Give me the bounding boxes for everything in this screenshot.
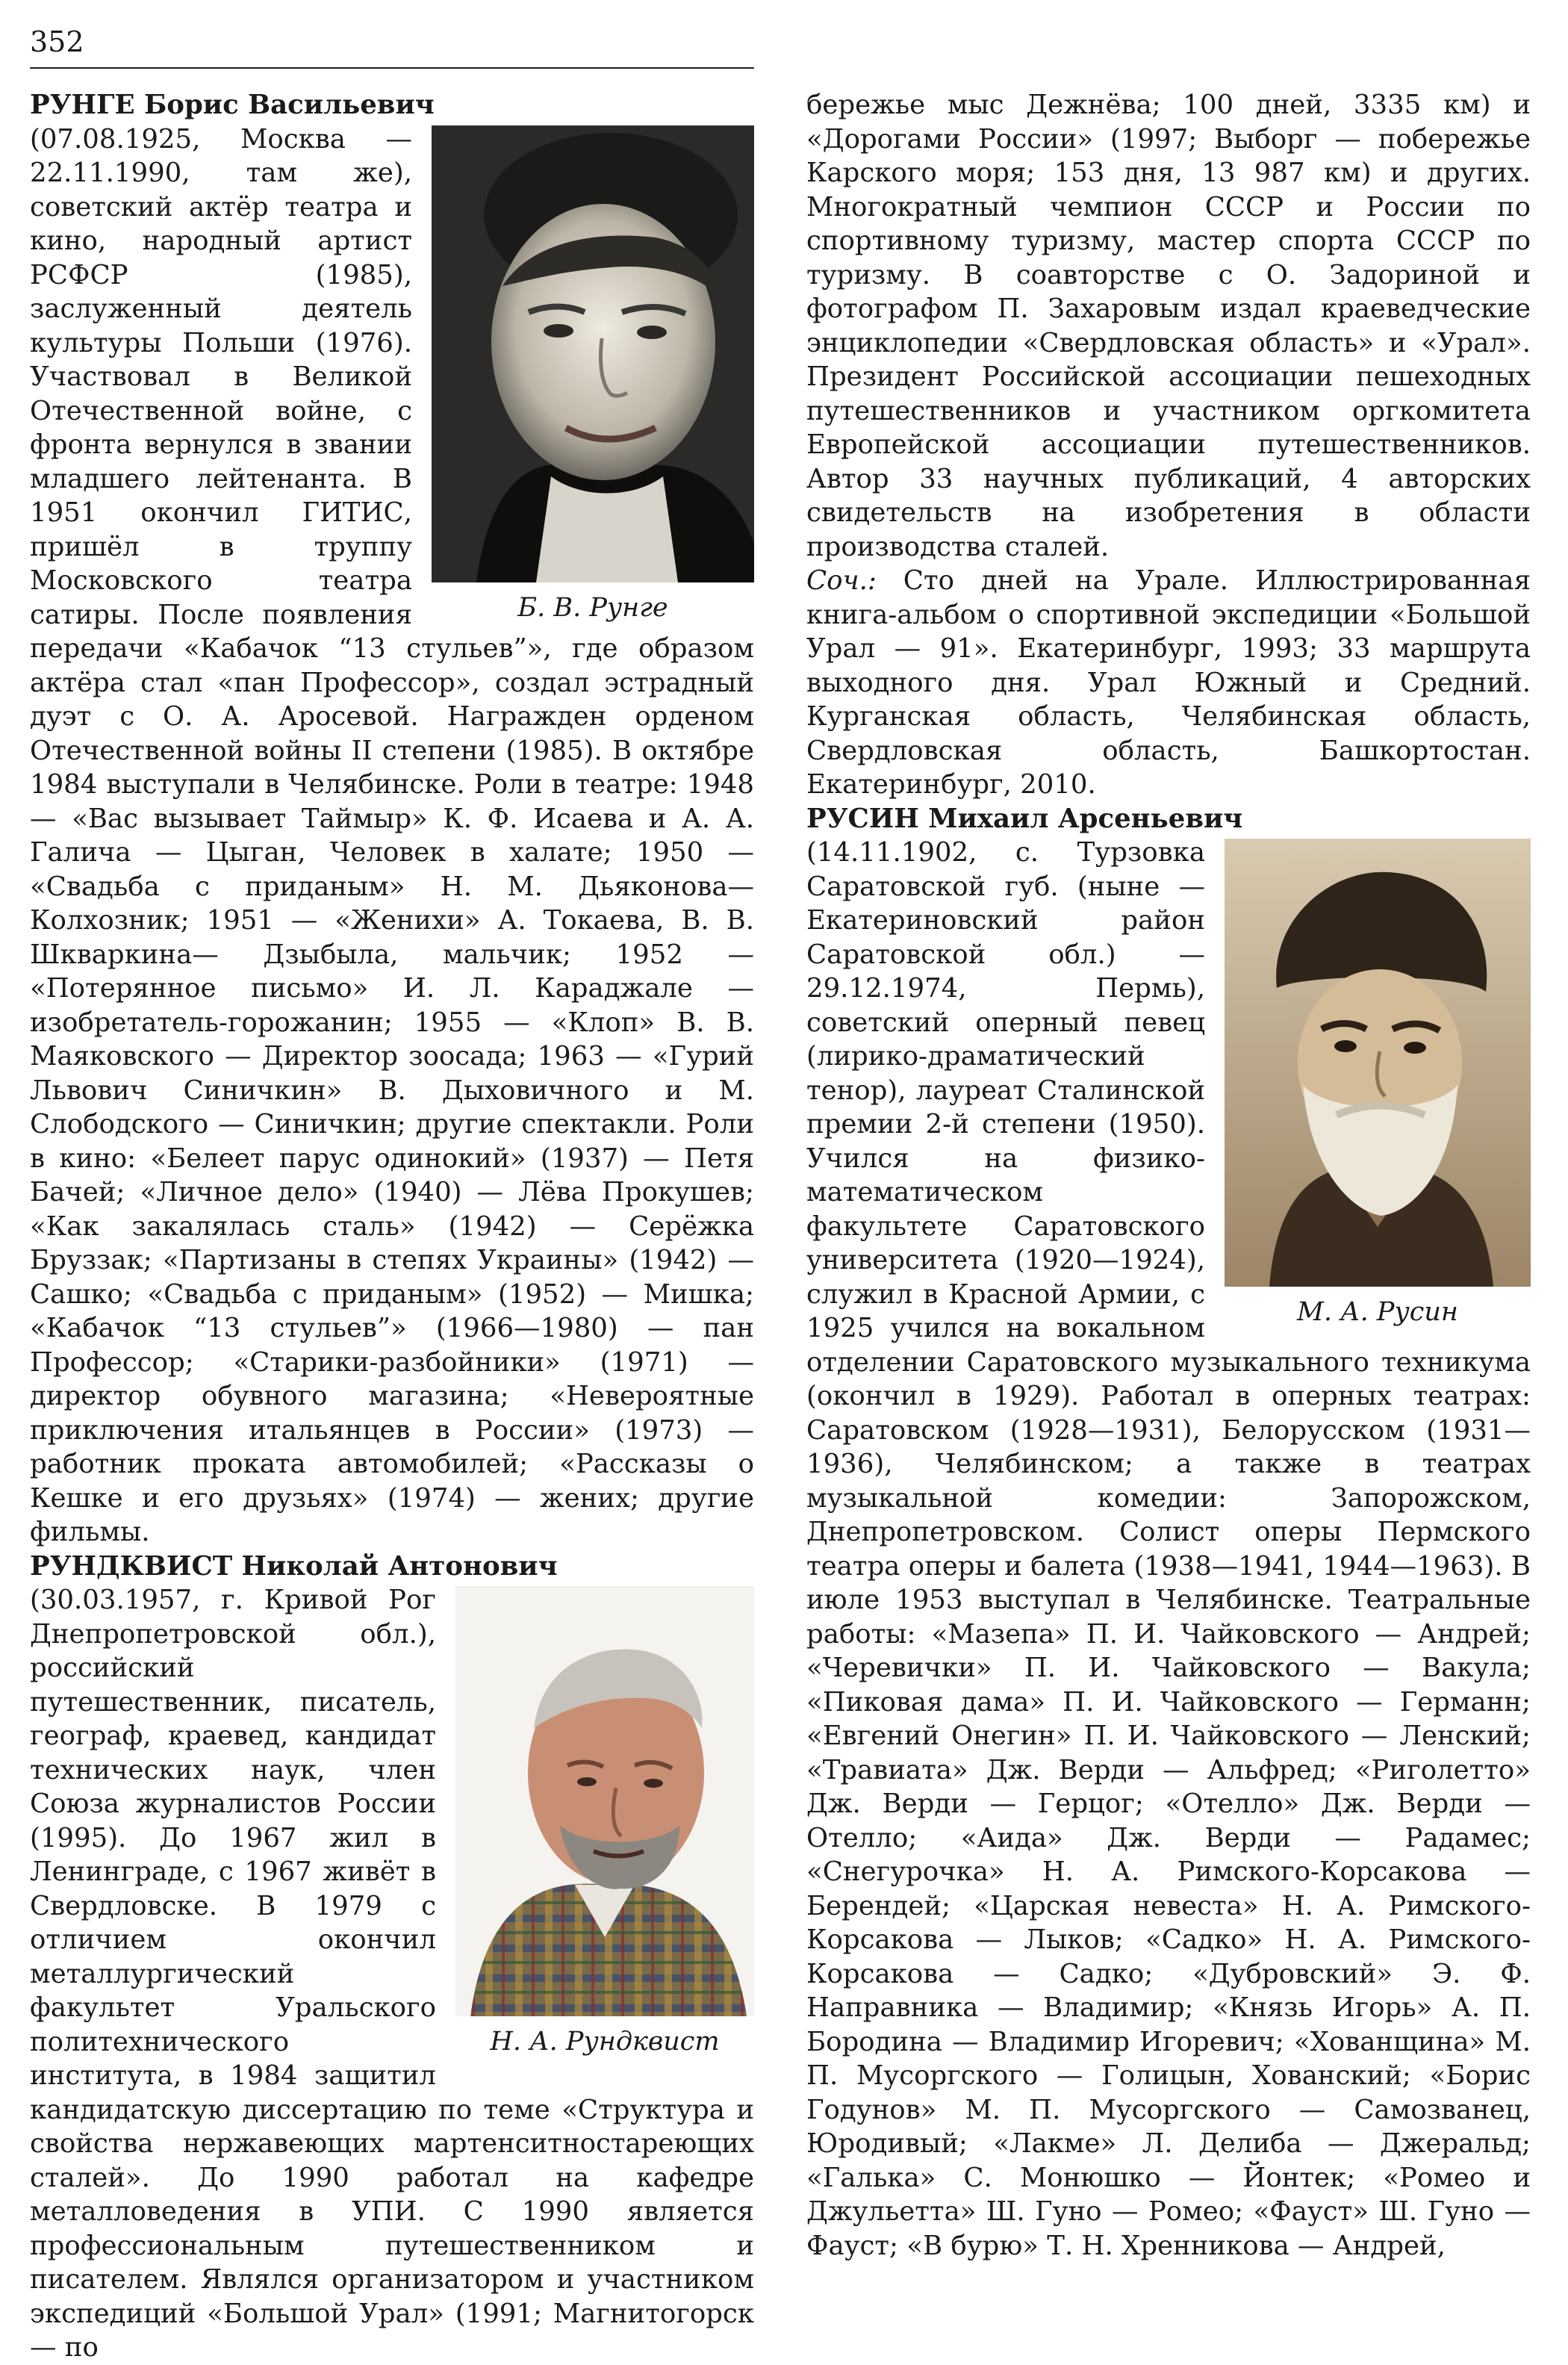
- entry-text: бережье мыс Дежнёва; 100 дней, 3335 км) и «Дорогами России» (1997; Выборг — побережье Карского моря; 153 дня, 13 987 км) и других. Многократный чемпион СССР и России по спортивному туризму, мастер спорта СССР по туризму. В соавторстве с О. Задориной и фотографом П. Захаровым издал краеведческие энциклопедии «Свердловская область» и «Урал». Президент Российской ассоциации пешеходных путешественников и участником оргкомитета Европейской ассоциации путешественников. Автор 33 научных публикаций, 4 авторских свидетельств на изобретения в области производства сталей.: [806, 90, 1531, 562]
- portrait-image: [455, 1586, 754, 2016]
- photo-caption: Н. А. Рундквист: [490, 2027, 720, 2057]
- works-label: Соч.:: [806, 565, 877, 596]
- right-column: [806, 88, 1531, 2263]
- entry-text: (14.11.1902, с. Турзовка Саратовской губ. (ныне — Екатериновский район Саратовской обл.) — 29.12.1974, Пермь), советский оперный певец (лирико-драматический тенор), лауреат Сталинской премии 2-й степени (1950). Учился на физико-математическом факультете Саратовского университета (1920—1924), служил в Красной Армии, с 1925 учился на вокальном отделении Саратовского музыкального техникума (окончил в 1929). Работал в оперных театрах: Саратовском (1928—1931), Белорусском (1931—1936), Челябинском; а также в театрах музыкальной комедии: Запорожском, Днепропетровском. Солист оперы Пермского театра оперы и балета (1938—1941, 1944—1963). В июле 1953 выступал в Челябинске. Театральные работы: «Мазепа» П. И. Чайковского — Андрей; «Черевички» П. И. Чайковского — Вакула; «Пиковая дама» П. И. Чайковского — Германн; «Евгений Онегин» П. И. Чайковского — Ленский; «Травиата» Дж. Верди — Альфред; «Риголетто» Дж. Верди — Герцог; «Отелло» Дж. Верди — Отелло; «Аида» Дж. Верди — Радамес; «Снегурочка» Н. А. Римского-Корсакова — Берендей; «Царская невеста» Н. А. Римского-Корсакова — Лыков; «Садко» Н. А. Римского-Корсакова — Садко; «Дубровский» Э. Ф. Направника — Владимир; «Князь Игорь» А. П. Бородина — Владимир Игоревич; «Хованщина» М. П. Мусоргского — Голицын, Хованский; «Борис Годунов» М. П. Мусоргского — Самозванец, Юродивый; «Лакме» Л. Делиба — Джеральд; «Галька» С. Монюшко — Йонтек; «Ромео и Джульетта» Ш. Гуно — Ромео; «Фауст» Ш. Гуно — Фауст; «В бурю» Т. Н. Хренникова — Андрей,: [806, 837, 1531, 2261]
- entry-text: (30.03.1957, г. Кривой Рог Днепропетровской обл.), российский путешественник, писатель, географ, краевед, кандидат технических наук, член Союза журналистов России (1995). До 1967 жил в Ленинграде, с 1967 живёт в Свердловске. В 1979 с отличием окончил металлургический факультет Уральского политехнического института, в 1984 защитил кандидатскую диссертацию по теме «Структура и свойства нержавеющих мартенситностареющих сталей». До 1990 работал на кафедре металловедения в УПИ. С 1990 является профессиональным путешественником и писателем. Являлся организатором и участником экспедиций «Большой Урал» (1991; Магнитогорск — по: [30, 1585, 754, 2363]
- works-text: Сто дней на Урале. Иллюстрированная книга-альбом о спортивной экспедиции «Большой Урал — 91». Екатеринбург, 1993; 33 маршрута выходного дня. Урал Южный и Средний. Курганская область, Челябинская область, Свердловская область, Башкортостан. Екатеринбург, 2010.: [806, 565, 1531, 800]
- photo-caption: М. А. Русин: [1297, 1297, 1458, 1327]
- entry-runge: [30, 88, 754, 122]
- entry-rundkvist: [30, 1550, 754, 1584]
- portrait-image: [1225, 839, 1531, 1287]
- entry-heading: РУНДКВИСТ Николай Антонович: [30, 1550, 558, 1582]
- photo-runge: [432, 125, 754, 624]
- entry-rusin: [806, 802, 1531, 836]
- left-column: [30, 88, 754, 2365]
- entry-heading: РУНГЕ Борис Васильевич: [30, 90, 435, 120]
- page-number: 352: [30, 25, 84, 58]
- header-rule: [30, 67, 754, 69]
- photo-caption: Б. В. Рунге: [517, 592, 668, 623]
- entry-rundkvist-works: [806, 564, 1531, 802]
- portrait-image: [432, 125, 754, 582]
- photo-rundkvist: [455, 1586, 754, 2058]
- entry-rundkvist-continued: [806, 88, 1531, 564]
- photo-rusin: [1225, 839, 1531, 1328]
- entry-text: (07.08.1925, Москва — 22.11.1990, там же), советский актёр театра и кино, народный артист РСФСР (1985), заслуженный деятель культуры Польши (1976). Участвовал в Великой Отечественной войне, с фронта вернулся в звании младшего лейтенанта. В 1951 окончил ГИТИС, пришёл в труппу Московского театра сатиры. После появления передачи «Кабачок “13 стульев”», где образом актёра стал «пан Профессор», создал эстрадный дуэт с О. А. Аросевой. Награжден орденом Отечественной войны II степени (1985). В октябре 1984 выступали в Челябинске. Роли в театре: 1948 — «Вас вызывает Таймыр» К. Ф. Исаева и А. А. Галича — Цыган, Человек в халате; 1950 — «Свадьба с приданым» Н. М. Дьяконова— Колхозник; 1951 — «Женихи» А. Токаева, В. В. Шкваркина— Дзыбыла, мальчик; 1952 — «Потерянное письмо» И. Л. Караджале — изобретатель-горожанин; 1955 — «Клоп» В. В. Маяковского — Директор зоосада; 1963 — «Гурий Львович Синичкин» В. Дыховичного и М. Слободского — Синичкин; другие спектакли. Роли в кино: «Белеет парус одинокий» (1937) — Петя Бачей; «Личное дело» (1940) — Лёва Прокушев; «Как закалялась сталь» (1942) — Серёжка Бруззак; «Партизаны в степях Украины» (1942) — Сашко; «Свадьба с приданым» (1952) — Мишка; «Кабачок “13 стульев”» (1966—1980) — пан Профессор; «Старики-разбойники» (1971) — директор обувного магазина; «Невероятные приключения итальянцев в России» (1973) — работник проката автомобилей; «Рассказы о Кешке и его друзьях» (1974) — жених; другие фильмы.: [30, 123, 754, 1547]
- entry-heading: РУСИН Михаил Арсеньевич: [806, 803, 1243, 834]
